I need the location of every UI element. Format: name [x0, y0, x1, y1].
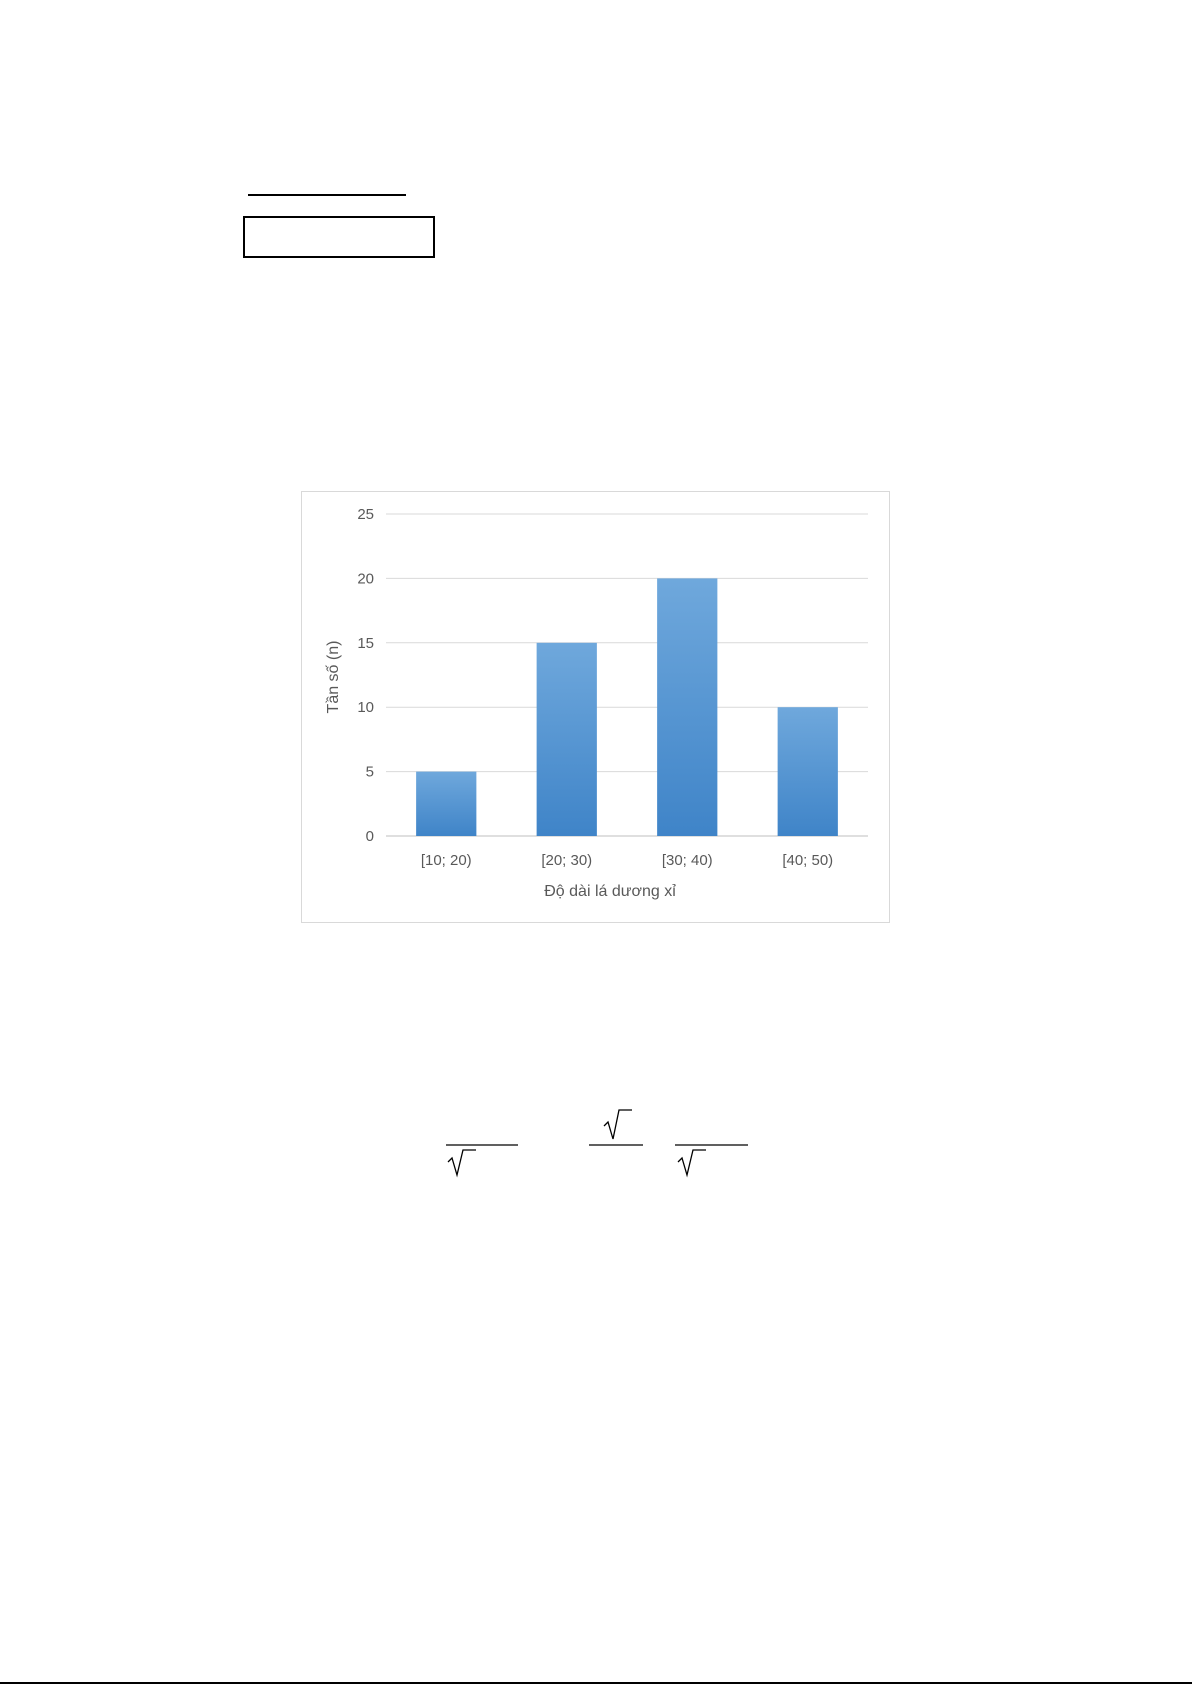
sqrt-symbol: [604, 1110, 632, 1139]
y-tick-label: 5: [365, 763, 374, 781]
fraction-3: [675, 1145, 748, 1175]
x-tick-label: [20; 30): [541, 852, 593, 869]
bar: [657, 578, 717, 836]
y-axis-title: Tần số (n): [325, 640, 342, 714]
fraction-2: [589, 1110, 643, 1145]
x-axis-title: Độ dài lá dương xỉ: [544, 883, 676, 900]
x-tick-label: [30; 40): [661, 852, 713, 869]
answer-line: [248, 194, 406, 196]
chart-frame: [301, 491, 890, 923]
y-tick-label: 15: [357, 634, 374, 652]
bar: [416, 772, 476, 836]
bar-chart: [302, 492, 891, 924]
x-tick-label: [10; 20): [420, 852, 472, 869]
bar: [778, 707, 838, 836]
y-tick-label: 10: [357, 699, 374, 717]
x-tick-labels: [421, 852, 833, 869]
sqrt-symbol: [448, 1150, 476, 1175]
x-tick-label: [40; 50): [782, 852, 834, 869]
page-bottom-line: [0, 1682, 1192, 1684]
y-tick-label: 25: [357, 506, 374, 523]
bar: [537, 643, 597, 836]
y-tick-label: 0: [365, 828, 374, 845]
y-tick-labels: [357, 506, 374, 845]
answer-box: [243, 216, 435, 258]
sqrt-symbol: [678, 1150, 706, 1175]
math-formula: [430, 1100, 760, 1180]
fraction-1: [446, 1145, 518, 1175]
y-tick-label: 20: [357, 570, 374, 588]
